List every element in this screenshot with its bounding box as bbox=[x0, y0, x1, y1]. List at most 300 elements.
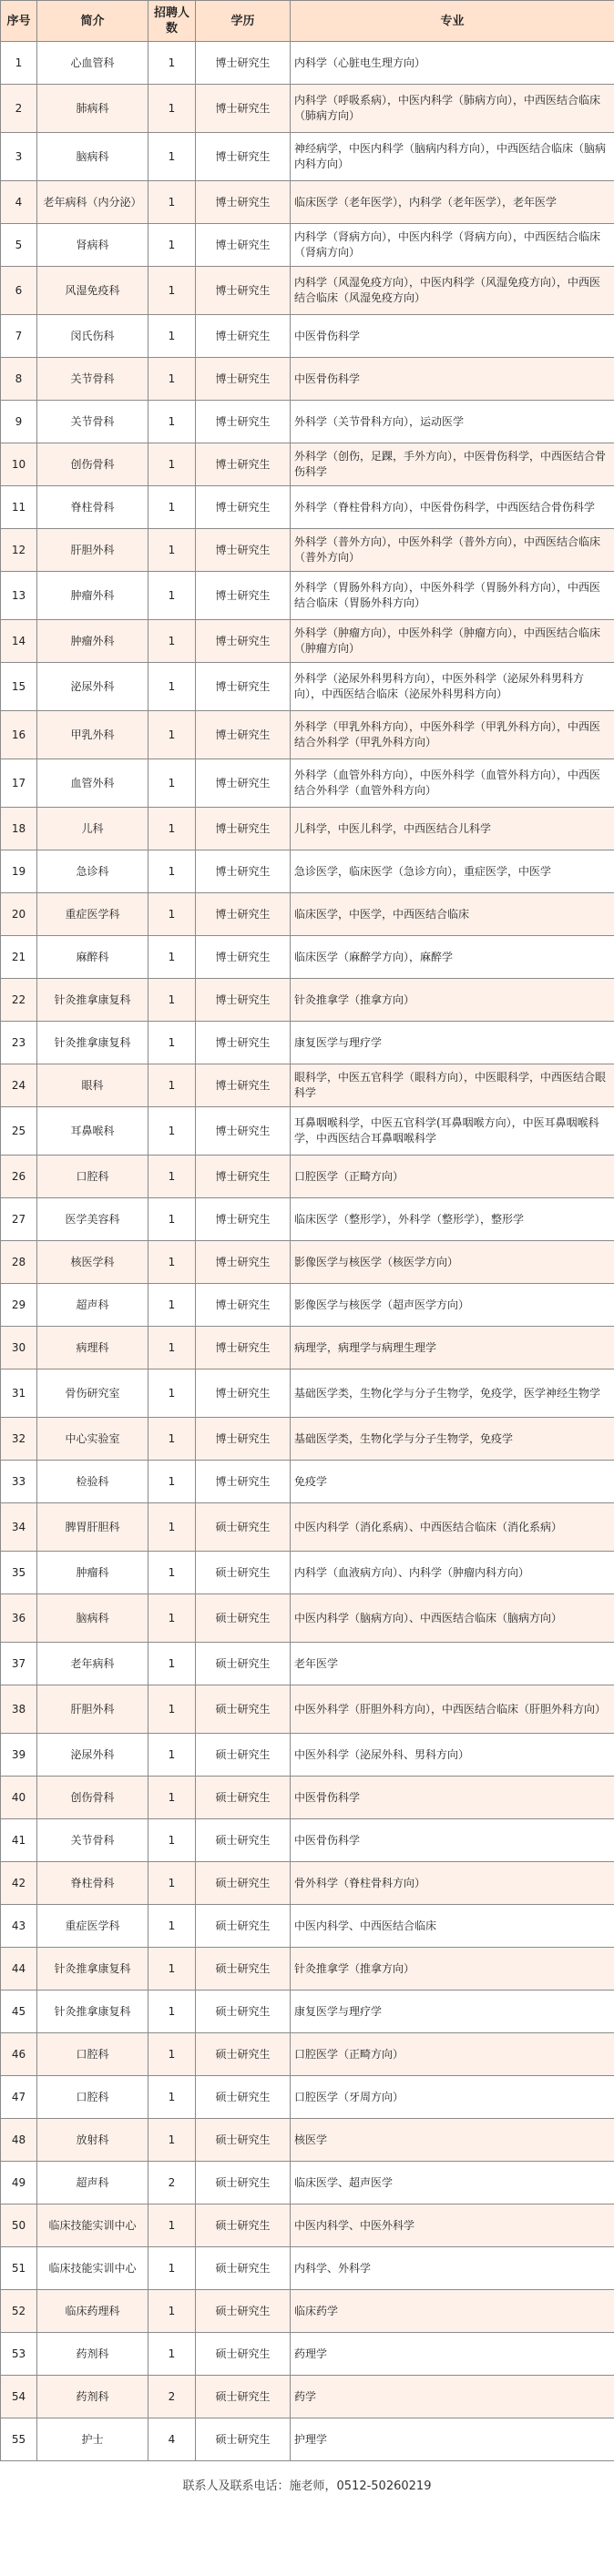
cell-no: 10 bbox=[1, 443, 37, 486]
cell-degree: 博士研究生 bbox=[196, 181, 291, 224]
cell-count: 1 bbox=[148, 1552, 196, 1594]
cell-degree: 博士研究生 bbox=[196, 443, 291, 486]
cell-dept: 老年病科（内分泌） bbox=[37, 181, 148, 224]
cell-no: 2 bbox=[1, 85, 37, 133]
cell-count: 1 bbox=[148, 1107, 196, 1156]
cell-dept: 临床技能实训中心 bbox=[37, 2204, 148, 2247]
cell-count: 1 bbox=[148, 401, 196, 443]
cell-degree: 博士研究生 bbox=[196, 936, 291, 979]
cell-count: 1 bbox=[148, 2076, 196, 2119]
cell-degree: 硕士研究生 bbox=[196, 2119, 291, 2162]
table-row bbox=[1, 1461, 614, 1503]
cell-degree: 博士研究生 bbox=[196, 572, 291, 620]
cell-degree: 博士研究生 bbox=[196, 1327, 291, 1369]
cell-degree: 硕士研究生 bbox=[196, 1503, 291, 1552]
cell-major: 核医学 bbox=[291, 2119, 614, 2162]
cell-degree: 博士研究生 bbox=[196, 1241, 291, 1284]
table-row bbox=[1, 1284, 614, 1327]
cell-dept: 药剂科 bbox=[37, 2333, 148, 2376]
cell-count: 1 bbox=[148, 1064, 196, 1107]
cell-no: 44 bbox=[1, 1948, 37, 1991]
cell-count: 1 bbox=[148, 1643, 196, 1685]
cell-dept: 泌尿外科 bbox=[37, 663, 148, 711]
cell-degree: 硕士研究生 bbox=[196, 2204, 291, 2247]
cell-degree: 博士研究生 bbox=[196, 42, 291, 85]
cell-count: 1 bbox=[148, 1862, 196, 1905]
cell-no: 53 bbox=[1, 2333, 37, 2376]
cell-count: 1 bbox=[148, 1734, 196, 1777]
cell-degree: 博士研究生 bbox=[196, 1156, 291, 1198]
table-row bbox=[1, 1241, 614, 1284]
cell-degree: 硕士研究生 bbox=[196, 1991, 291, 2033]
cell-count: 2 bbox=[148, 2376, 196, 2418]
cell-dept: 病理科 bbox=[37, 1327, 148, 1369]
cell-major: 老年医学 bbox=[291, 1643, 614, 1685]
cell-dept: 麻醉科 bbox=[37, 936, 148, 979]
table-body bbox=[1, 42, 614, 2461]
cell-no: 29 bbox=[1, 1284, 37, 1327]
cell-count: 1 bbox=[148, 1241, 196, 1284]
cell-major: 中医骨伤科学 bbox=[291, 1777, 614, 1819]
table-row bbox=[1, 401, 614, 443]
cell-dept: 脑病科 bbox=[37, 1594, 148, 1643]
table-row bbox=[1, 1198, 614, 1241]
cell-no: 14 bbox=[1, 620, 37, 663]
cell-dept: 核医学科 bbox=[37, 1241, 148, 1284]
cell-count: 1 bbox=[148, 486, 196, 529]
cell-degree: 硕士研究生 bbox=[196, 1734, 291, 1777]
cell-degree: 博士研究生 bbox=[196, 850, 291, 893]
cell-count: 1 bbox=[148, 759, 196, 808]
cell-major: 药学 bbox=[291, 2376, 614, 2418]
cell-degree: 博士研究生 bbox=[196, 1461, 291, 1503]
table-row bbox=[1, 42, 614, 85]
cell-no: 40 bbox=[1, 1777, 37, 1819]
cell-count: 1 bbox=[148, 1594, 196, 1643]
cell-dept: 临床技能实训中心 bbox=[37, 2247, 148, 2290]
cell-degree: 博士研究生 bbox=[196, 224, 291, 267]
cell-no: 5 bbox=[1, 224, 37, 267]
cell-no: 35 bbox=[1, 1552, 37, 1594]
cell-dept: 泌尿外科 bbox=[37, 1734, 148, 1777]
cell-degree: 博士研究生 bbox=[196, 358, 291, 401]
cell-major: 康复医学与理疗学 bbox=[291, 1991, 614, 2033]
cell-major: 中医内科学（脑病方向）、中西医结合临床（脑病方向） bbox=[291, 1594, 614, 1643]
cell-major: 外科学（普外方向），中医外科学（普外方向），中西医结合临床（普外方向） bbox=[291, 529, 614, 572]
cell-no: 46 bbox=[1, 2033, 37, 2076]
cell-major: 外科学（肿瘤方向），中医外科学（肿瘤方向），中西医结合临床（肿瘤方向） bbox=[291, 620, 614, 663]
cell-count: 1 bbox=[148, 936, 196, 979]
cell-no: 52 bbox=[1, 2290, 37, 2333]
table-row bbox=[1, 759, 614, 808]
cell-degree: 硕士研究生 bbox=[196, 1905, 291, 1948]
cell-no: 33 bbox=[1, 1461, 37, 1503]
cell-major: 耳鼻咽喉科学，中医五官科学(耳鼻咽喉方向），中医耳鼻咽喉科学，中西医结合耳鼻咽喉科学 bbox=[291, 1107, 614, 1156]
cell-degree: 硕士研究生 bbox=[196, 2076, 291, 2119]
cell-dept: 重症医学科 bbox=[37, 893, 148, 936]
cell-no: 23 bbox=[1, 1022, 37, 1064]
cell-count: 2 bbox=[148, 2162, 196, 2204]
cell-no: 32 bbox=[1, 1418, 37, 1461]
cell-major: 外科学（胃肠外科方向），中医外科学（胃肠外科方向），中西医结合临床（胃肠外科方向） bbox=[291, 572, 614, 620]
cell-dept: 骨伤研究室 bbox=[37, 1369, 148, 1418]
cell-major: 针灸推拿学（推拿方向） bbox=[291, 1948, 614, 1991]
cell-major: 外科学（关节骨科方向），运动医学 bbox=[291, 401, 614, 443]
cell-dept: 肿瘤外科 bbox=[37, 572, 148, 620]
cell-dept: 针灸推拿康复科 bbox=[37, 979, 148, 1022]
cell-dept: 脊柱骨科 bbox=[37, 1862, 148, 1905]
cell-no: 17 bbox=[1, 759, 37, 808]
cell-major: 中医内科学、中医外科学 bbox=[291, 2204, 614, 2247]
cell-degree: 硕士研究生 bbox=[196, 1594, 291, 1643]
header-intro: 简介 bbox=[37, 1, 148, 42]
table-row bbox=[1, 2290, 614, 2333]
cell-no: 39 bbox=[1, 1734, 37, 1777]
cell-count: 1 bbox=[148, 808, 196, 850]
cell-dept: 重症医学科 bbox=[37, 1905, 148, 1948]
cell-degree: 硕士研究生 bbox=[196, 2247, 291, 2290]
cell-degree: 博士研究生 bbox=[196, 663, 291, 711]
cell-no: 28 bbox=[1, 1241, 37, 1284]
cell-major: 中医外科学（泌尿外科、男科方向） bbox=[291, 1734, 614, 1777]
cell-dept: 闵氏伤科 bbox=[37, 315, 148, 358]
cell-major: 临床医学、超声医学 bbox=[291, 2162, 614, 2204]
cell-count: 1 bbox=[148, 663, 196, 711]
table-row bbox=[1, 1685, 614, 1734]
table-row bbox=[1, 1819, 614, 1862]
cell-count: 1 bbox=[148, 2247, 196, 2290]
table-row bbox=[1, 2162, 614, 2204]
cell-count: 1 bbox=[148, 2119, 196, 2162]
cell-degree: 博士研究生 bbox=[196, 1022, 291, 1064]
cell-major: 影像医学与核医学（超声医学方向） bbox=[291, 1284, 614, 1327]
cell-major: 外科学（泌尿外科男科方向），中医外科学（泌尿外科男科方向），中西医结合临床（泌尿外科男科方向） bbox=[291, 663, 614, 711]
table-row bbox=[1, 486, 614, 529]
cell-dept: 临床药理科 bbox=[37, 2290, 148, 2333]
table-row bbox=[1, 133, 614, 181]
cell-count: 1 bbox=[148, 42, 196, 85]
cell-no: 43 bbox=[1, 1905, 37, 1948]
cell-major: 临床医学（麻醉学方向），麻醉学 bbox=[291, 936, 614, 979]
cell-degree: 博士研究生 bbox=[196, 85, 291, 133]
table-row bbox=[1, 315, 614, 358]
cell-count: 1 bbox=[148, 620, 196, 663]
cell-degree: 硕士研究生 bbox=[196, 2033, 291, 2076]
cell-major: 眼科学，中医五官科学（眼科方向），中医眼科学，中西医结合眼科学 bbox=[291, 1064, 614, 1107]
cell-no: 6 bbox=[1, 267, 37, 315]
cell-dept: 心血管科 bbox=[37, 42, 148, 85]
cell-dept: 脑病科 bbox=[37, 133, 148, 181]
table-row bbox=[1, 1777, 614, 1819]
cell-count: 1 bbox=[148, 1369, 196, 1418]
cell-no: 15 bbox=[1, 663, 37, 711]
cell-major: 免疫学 bbox=[291, 1461, 614, 1503]
cell-count: 1 bbox=[148, 2333, 196, 2376]
cell-degree: 硕士研究生 bbox=[196, 1862, 291, 1905]
cell-major: 临床医学（整形学），外科学（整形学），整形学 bbox=[291, 1198, 614, 1241]
cell-degree: 博士研究生 bbox=[196, 1369, 291, 1418]
table-row bbox=[1, 1107, 614, 1156]
cell-dept: 放射科 bbox=[37, 2119, 148, 2162]
table-row bbox=[1, 2247, 614, 2290]
cell-major: 急诊医学，临床医学（急诊方向），重症医学，中医学 bbox=[291, 850, 614, 893]
cell-no: 54 bbox=[1, 2376, 37, 2418]
cell-count: 1 bbox=[148, 358, 196, 401]
table-row bbox=[1, 1064, 614, 1107]
cell-count: 1 bbox=[148, 1685, 196, 1734]
cell-no: 8 bbox=[1, 358, 37, 401]
table-row bbox=[1, 1643, 614, 1685]
cell-major: 中医外科学（肝胆外科方向），中西医结合临床（肝胆外科方向） bbox=[291, 1685, 614, 1734]
cell-dept: 肾病科 bbox=[37, 224, 148, 267]
cell-count: 1 bbox=[148, 572, 196, 620]
cell-no: 37 bbox=[1, 1643, 37, 1685]
cell-major: 外科学（甲乳外科方向），中医外科学（甲乳外科方向），中西医结合外科学（甲乳外科方向） bbox=[291, 711, 614, 759]
cell-degree: 博士研究生 bbox=[196, 1284, 291, 1327]
table-row bbox=[1, 443, 614, 486]
cell-degree: 博士研究生 bbox=[196, 711, 291, 759]
cell-no: 42 bbox=[1, 1862, 37, 1905]
cell-major: 口腔医学（正畸方向） bbox=[291, 1156, 614, 1198]
cell-degree: 博士研究生 bbox=[196, 401, 291, 443]
cell-degree: 硕士研究生 bbox=[196, 1948, 291, 1991]
cell-no: 45 bbox=[1, 1991, 37, 2033]
cell-major: 基础医学类，生物化学与分子生物学，免疫学，医学神经生物学 bbox=[291, 1369, 614, 1418]
table-row bbox=[1, 1552, 614, 1594]
table-row bbox=[1, 2033, 614, 2076]
cell-degree: 博士研究生 bbox=[196, 1198, 291, 1241]
table-row bbox=[1, 1418, 614, 1461]
cell-no: 7 bbox=[1, 315, 37, 358]
cell-dept: 肺病科 bbox=[37, 85, 148, 133]
cell-count: 1 bbox=[148, 267, 196, 315]
header-no: 序号 bbox=[1, 1, 37, 42]
cell-count: 1 bbox=[148, 1198, 196, 1241]
cell-dept: 肝胆外科 bbox=[37, 1685, 148, 1734]
cell-count: 1 bbox=[148, 1905, 196, 1948]
cell-no: 31 bbox=[1, 1369, 37, 1418]
table-row bbox=[1, 1369, 614, 1418]
cell-major: 中医内科学、中西医结合临床 bbox=[291, 1905, 614, 1948]
table-row bbox=[1, 711, 614, 759]
cell-dept: 护士 bbox=[37, 2418, 148, 2461]
cell-major: 口腔医学（正畸方向） bbox=[291, 2033, 614, 2076]
cell-no: 34 bbox=[1, 1503, 37, 1552]
cell-degree: 博士研究生 bbox=[196, 808, 291, 850]
table-row bbox=[1, 2418, 614, 2461]
cell-degree: 硕士研究生 bbox=[196, 2162, 291, 2204]
cell-degree: 博士研究生 bbox=[196, 893, 291, 936]
cell-count: 1 bbox=[148, 1022, 196, 1064]
table-row bbox=[1, 181, 614, 224]
cell-dept: 检验科 bbox=[37, 1461, 148, 1503]
cell-degree: 博士研究生 bbox=[196, 620, 291, 663]
cell-major: 临床医学，中医学，中西医结合临床 bbox=[291, 893, 614, 936]
cell-count: 1 bbox=[148, 1948, 196, 1991]
cell-dept: 超声科 bbox=[37, 2162, 148, 2204]
cell-dept: 创伤骨科 bbox=[37, 1777, 148, 1819]
table-row bbox=[1, 572, 614, 620]
cell-major: 影像医学与核医学（核医学方向） bbox=[291, 1241, 614, 1284]
cell-no: 41 bbox=[1, 1819, 37, 1862]
table-row bbox=[1, 85, 614, 133]
cell-no: 50 bbox=[1, 2204, 37, 2247]
table-row bbox=[1, 893, 614, 936]
cell-no: 48 bbox=[1, 2119, 37, 2162]
cell-count: 1 bbox=[148, 1991, 196, 2033]
cell-major: 临床医学（老年医学），内科学（老年医学），老年医学 bbox=[291, 181, 614, 224]
table-row bbox=[1, 1327, 614, 1369]
cell-count: 1 bbox=[148, 2290, 196, 2333]
cell-no: 16 bbox=[1, 711, 37, 759]
cell-count: 1 bbox=[148, 133, 196, 181]
cell-no: 4 bbox=[1, 181, 37, 224]
cell-count: 1 bbox=[148, 224, 196, 267]
table-row bbox=[1, 358, 614, 401]
header-major: 专业 bbox=[291, 1, 614, 42]
cell-major: 基础医学类，生物化学与分子生物学，免疫学 bbox=[291, 1418, 614, 1461]
cell-dept: 关节骨科 bbox=[37, 358, 148, 401]
table-header bbox=[1, 1, 614, 42]
table-row bbox=[1, 979, 614, 1022]
cell-count: 1 bbox=[148, 893, 196, 936]
cell-count: 1 bbox=[148, 1777, 196, 1819]
cell-no: 13 bbox=[1, 572, 37, 620]
cell-dept: 药剂科 bbox=[37, 2376, 148, 2418]
cell-degree: 博士研究生 bbox=[196, 529, 291, 572]
cell-count: 1 bbox=[148, 181, 196, 224]
cell-major: 内科学（血液病方向）、内科学（肿瘤内科方向） bbox=[291, 1552, 614, 1594]
table-row bbox=[1, 1503, 614, 1552]
cell-no: 11 bbox=[1, 486, 37, 529]
cell-dept: 风湿免疫科 bbox=[37, 267, 148, 315]
cell-count: 1 bbox=[148, 2033, 196, 2076]
cell-major: 临床药学 bbox=[291, 2290, 614, 2333]
cell-dept: 关节骨科 bbox=[37, 401, 148, 443]
cell-degree: 硕士研究生 bbox=[196, 2290, 291, 2333]
cell-dept: 超声科 bbox=[37, 1284, 148, 1327]
cell-dept: 口腔科 bbox=[37, 1156, 148, 1198]
header-count: 招聘人数 bbox=[148, 1, 196, 42]
cell-major: 外科学（创伤，足踝，手外方向），中医骨伤科学，中西医结合骨伤科学 bbox=[291, 443, 614, 486]
cell-major: 药理学 bbox=[291, 2333, 614, 2376]
cell-degree: 硕士研究生 bbox=[196, 2376, 291, 2418]
table-row bbox=[1, 2076, 614, 2119]
cell-degree: 博士研究生 bbox=[196, 1107, 291, 1156]
cell-degree: 博士研究生 bbox=[196, 267, 291, 315]
cell-count: 1 bbox=[148, 1418, 196, 1461]
table-row bbox=[1, 1022, 614, 1064]
table-row bbox=[1, 2333, 614, 2376]
cell-count: 1 bbox=[148, 85, 196, 133]
cell-count: 1 bbox=[148, 529, 196, 572]
cell-count: 1 bbox=[148, 1327, 196, 1369]
cell-count: 1 bbox=[148, 443, 196, 486]
contact-info: 联系人及联系电话：施老师，0512-50260219 bbox=[182, 2479, 432, 2493]
cell-major: 神经病学，中医内科学（脑病内科方向），中西医结合临床（脑病内科方向） bbox=[291, 133, 614, 181]
cell-no: 21 bbox=[1, 936, 37, 979]
cell-count: 1 bbox=[148, 1503, 196, 1552]
cell-dept: 关节骨科 bbox=[37, 1819, 148, 1862]
cell-no: 55 bbox=[1, 2418, 37, 2461]
cell-no: 26 bbox=[1, 1156, 37, 1198]
table-row bbox=[1, 1862, 614, 1905]
cell-no: 19 bbox=[1, 850, 37, 893]
cell-degree: 博士研究生 bbox=[196, 315, 291, 358]
cell-degree: 硕士研究生 bbox=[196, 2418, 291, 2461]
cell-no: 47 bbox=[1, 2076, 37, 2119]
cell-count: 1 bbox=[148, 850, 196, 893]
cell-dept: 中心实验室 bbox=[37, 1418, 148, 1461]
table-row bbox=[1, 808, 614, 850]
cell-no: 49 bbox=[1, 2162, 37, 2204]
cell-major: 护理学 bbox=[291, 2418, 614, 2461]
cell-count: 1 bbox=[148, 1156, 196, 1198]
cell-major: 外科学（血管外科方向），中医外科学（血管外科方向），中西医结合外科学（血管外科方向） bbox=[291, 759, 614, 808]
cell-degree: 博士研究生 bbox=[196, 486, 291, 529]
cell-dept: 老年病科 bbox=[37, 1643, 148, 1685]
cell-no: 36 bbox=[1, 1594, 37, 1643]
cell-no: 22 bbox=[1, 979, 37, 1022]
cell-major: 中医骨伤科学 bbox=[291, 1819, 614, 1862]
cell-degree: 博士研究生 bbox=[196, 759, 291, 808]
cell-major: 外科学（脊柱骨科方向），中医骨伤科学，中西医结合骨伤科学 bbox=[291, 486, 614, 529]
cell-dept: 眼科 bbox=[37, 1064, 148, 1107]
table-row bbox=[1, 1948, 614, 1991]
cell-major: 中医骨伤科学 bbox=[291, 315, 614, 358]
table-row bbox=[1, 663, 614, 711]
cell-degree: 硕士研究生 bbox=[196, 1685, 291, 1734]
cell-degree: 硕士研究生 bbox=[196, 1643, 291, 1685]
cell-no: 38 bbox=[1, 1685, 37, 1734]
table-row bbox=[1, 2204, 614, 2247]
cell-major: 康复医学与理疗学 bbox=[291, 1022, 614, 1064]
cell-dept: 血管外科 bbox=[37, 759, 148, 808]
cell-dept: 肿瘤外科 bbox=[37, 620, 148, 663]
cell-no: 3 bbox=[1, 133, 37, 181]
cell-dept: 急诊科 bbox=[37, 850, 148, 893]
cell-major: 针灸推拿学（推拿方向） bbox=[291, 979, 614, 1022]
cell-major: 内科学（呼吸系病），中医内科学（肺病方向），中西医结合临床（肺病方向） bbox=[291, 85, 614, 133]
table-row bbox=[1, 267, 614, 315]
table-row bbox=[1, 1156, 614, 1198]
cell-major: 内科学（心脏电生理方向） bbox=[291, 42, 614, 85]
cell-no: 30 bbox=[1, 1327, 37, 1369]
table-row bbox=[1, 936, 614, 979]
table-row bbox=[1, 1734, 614, 1777]
cell-major: 口腔医学（牙周方向） bbox=[291, 2076, 614, 2119]
cell-count: 1 bbox=[148, 1819, 196, 1862]
cell-no: 12 bbox=[1, 529, 37, 572]
cell-dept: 甲乳外科 bbox=[37, 711, 148, 759]
cell-major: 内科学、外科学 bbox=[291, 2247, 614, 2290]
cell-count: 1 bbox=[148, 315, 196, 358]
cell-degree: 博士研究生 bbox=[196, 133, 291, 181]
cell-dept: 儿科 bbox=[37, 808, 148, 850]
cell-no: 20 bbox=[1, 893, 37, 936]
cell-dept: 针灸推拿康复科 bbox=[37, 1991, 148, 2033]
cell-dept: 口腔科 bbox=[37, 2033, 148, 2076]
cell-degree: 硕士研究生 bbox=[196, 1819, 291, 1862]
cell-major: 中医内科学（消化系病）、中西医结合临床（消化系病） bbox=[291, 1503, 614, 1552]
cell-no: 1 bbox=[1, 42, 37, 85]
table-row bbox=[1, 1991, 614, 2033]
cell-count: 1 bbox=[148, 711, 196, 759]
table-row bbox=[1, 2119, 614, 2162]
cell-no: 18 bbox=[1, 808, 37, 850]
cell-degree: 硕士研究生 bbox=[196, 1552, 291, 1594]
table-row bbox=[1, 529, 614, 572]
